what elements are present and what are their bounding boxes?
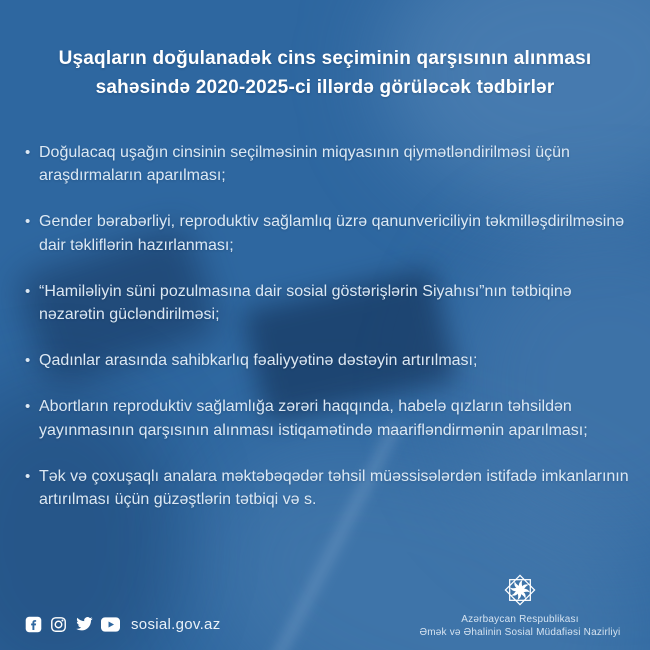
list-item (25, 349, 634, 372)
page-title (38, 44, 612, 103)
list-item (25, 210, 634, 256)
ministry-name-line-1: Azərbaycan Respublikası (461, 614, 579, 625)
ministry-name-line-2: Əmək və Əhalinin Sosial Müdafiəsi Nazirliyi (419, 627, 621, 638)
footer-social (25, 615, 221, 633)
bullet-icon: • (25, 144, 31, 161)
list-item-text: Abortların reproduktiv sağlamlığa zərəri haqqında, habelə qızların təhsildən yayınmasının qarşısının alınması istiqamətində maarifləndirmənin aparılması; (39, 398, 588, 439)
ministry-logo-icon (500, 570, 540, 610)
bullet-icon: • (25, 398, 31, 416)
list-item-text: Doğulacaq uşağın cinsinin seçilməsinin miqyasının qiymətləndirilməsi üçün araşdırmaların aparılması; (39, 144, 570, 185)
bullet-icon: • (25, 282, 31, 300)
twitter-icon (75, 615, 93, 633)
list-item (25, 280, 634, 326)
bullet-icon: • (25, 352, 31, 370)
title-line-2: sahəsində 2020-2025-ci illərdə görüləcək tədbirlər (95, 77, 555, 99)
title-line-1: Uşaqların doğulanadək cins seçiminin qarşısının alınması (58, 48, 592, 69)
bullet-icon: • (25, 467, 31, 485)
list-item-text: Gender bərabərliyi, reproduktiv sağlamlıq üzrə qanunvericiliyin təkmilləşdirilməsinə dair təkliflərin hazırlanması; (39, 213, 625, 254)
facebook-icon (25, 616, 42, 633)
list-item (25, 465, 634, 511)
youtube-icon (101, 617, 120, 632)
list-item (25, 395, 634, 441)
ministry-block (400, 570, 640, 639)
website-url: sosial.gov.az (131, 615, 221, 633)
list-item-text: Tək və çoxuşaqlı analara məktəbəqədər təhsil müəssisələrdən istifadə imkanlarının artırılması üçün güzəştlərin tətbiqi və s. (39, 467, 629, 508)
list-item-text: Qadınlar arasında sahibkarlıq fəaliyyətinə dəstəyin artırılması; (39, 352, 478, 370)
instagram-icon (50, 616, 67, 633)
list-item (25, 141, 634, 187)
measures-list (25, 141, 634, 534)
list-item-text: “Hamiləliyin süni pozulmasına dair sosial göstərişlərin Siyahısı”nın tətbiqinə nəzarətin gücləndirilməsi; (39, 282, 572, 323)
bullet-icon: • (25, 213, 31, 231)
